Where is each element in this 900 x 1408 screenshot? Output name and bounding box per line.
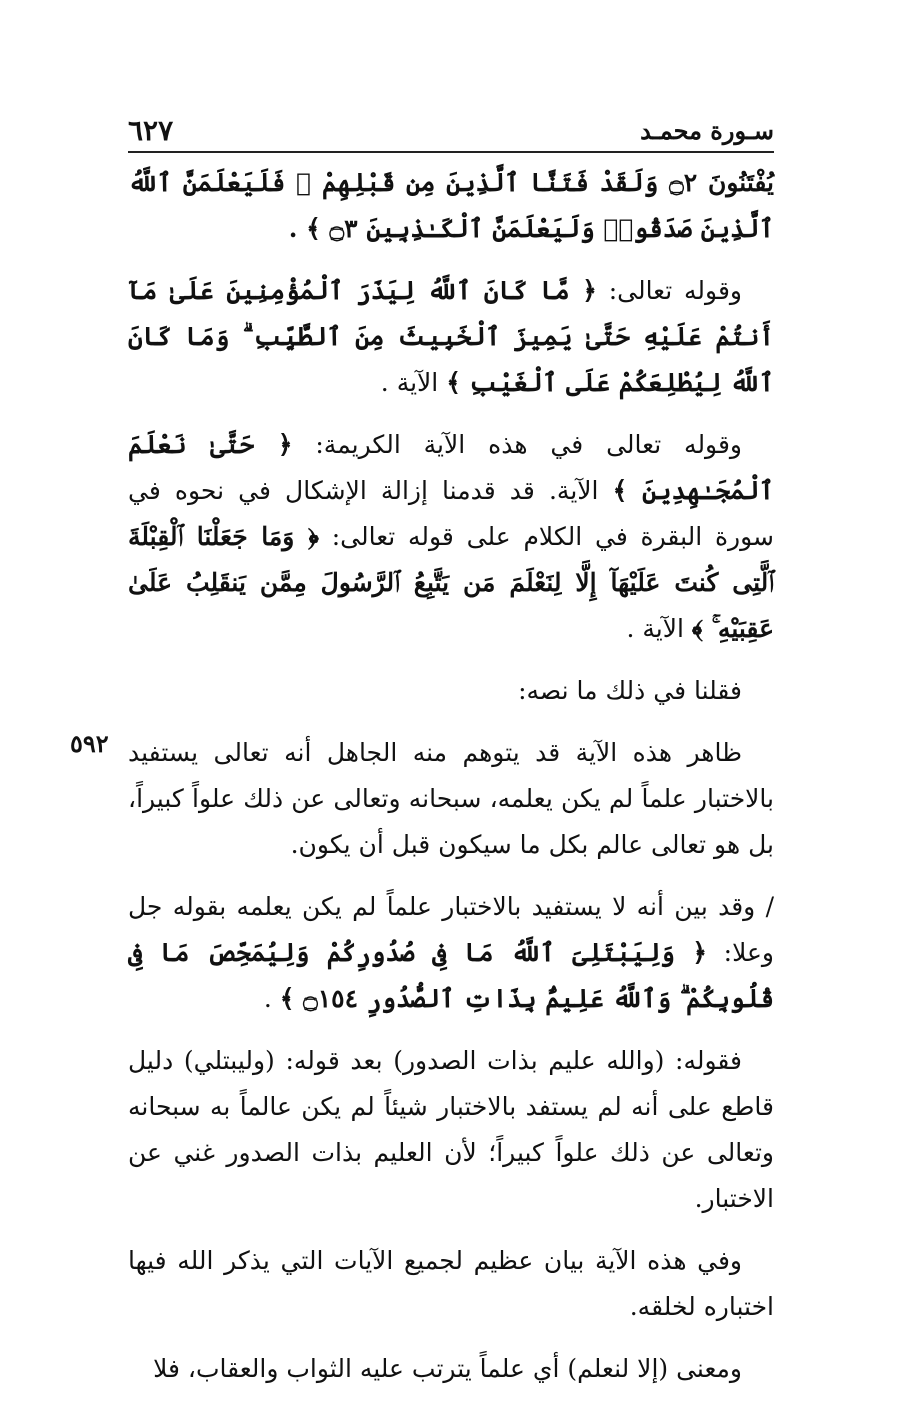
paragraph-1 xyxy=(128,160,774,252)
paragraph-6 xyxy=(128,884,774,1022)
paragraph-8 xyxy=(128,1238,774,1330)
paragraph-text: وقوله تعالى: xyxy=(596,276,742,305)
page-number: ٦٢٧ xyxy=(128,114,174,147)
paragraph-2 xyxy=(128,268,774,406)
quran-verse: ﴿ وَمَا جَعَلْنَا ٱلْقِبْلَةَ ٱلَّتِى كُنتَ عَلَيْهَآ إِلَّا لِنَعْلَمَ مَن يَتَّبِعُ ٱلرَّسُولَ مِمَّن يَنقَلِبُ عَلَىٰ عَقِبَيْهِ ۚ ﴾ xyxy=(128,522,774,643)
paragraph-text: فقلنا في ذلك ما نصه: xyxy=(518,676,742,705)
quran-verse: ﴿ وَلِيَبْتَلِىَ ٱللَّهُ مَا فِى صُدُورِكُمْ وَلِيُمَحِّصَ مَا فِى قُلُوبِكُمْ ۗ وَٱللَّهُ عَلِيمٌۢ بِذَاتِ ٱلصُّدُورِ ۝١٥٤ ﴾ xyxy=(128,938,774,1013)
paragraph-text: ظاهر هذه الآية قد يتوهم منه الجاهل أنه تعالى يستفيد بالاختبار علماً لم يكن يعلمه، سبحانه وتعالى عن ذلك علواً كبيراً، بل هو تعالى عالم بكل ما سيكون قبل أن يكون. xyxy=(128,738,774,859)
paragraph-7 xyxy=(128,1038,774,1222)
paragraph-text: وقوله تعالى في هذه الآية الكريمة: xyxy=(292,430,742,459)
paragraph-9 xyxy=(128,1346,774,1392)
paragraph-text: / وقد بين أنه لا يستفيد بالاختبار علماً لم يكن يعلمه بقوله جل وعلا: xyxy=(128,892,774,967)
paragraph-text: الآية. قد قدمنا إزالة الإشكال في نحوه في سورة البقرة في الكلام على قوله تعالى: xyxy=(128,476,774,551)
header-rule xyxy=(128,151,774,153)
paragraph-text: . xyxy=(263,984,280,1013)
paragraph-text: الآية . xyxy=(380,368,447,397)
margin-page-reference: ٥٩٢ xyxy=(70,729,109,758)
quran-verse: ﴿ مَّا كَانَ ٱللَّهُ لِيَذَرَ ٱلْمُؤْمِنِينَ عَلَىٰ مَآ أَنتُمْ عَلَيْهِ حَتَّىٰ يَمِيزَ ٱلْخَبِيثَ مِنَ ٱلطَّيِّبِ ۗ وَمَا كَانَ ٱللَّهُ لِيُطْلِعَكُمْ عَلَى ٱلْغَيْبِ ﴾ xyxy=(128,276,774,397)
paragraph-3 xyxy=(128,422,774,652)
paragraph-5 xyxy=(128,730,774,868)
paragraph-text: ومعنى (إلا لنعلم) أي علماً يترتب عليه الثواب والعقاب، فلا xyxy=(153,1354,742,1383)
paragraph-4 xyxy=(128,668,774,714)
quran-verse: ﴿ حَتَّىٰ نَعْلَمَ ٱلْمُجَـٰهِدِينَ ﴾ xyxy=(128,430,774,505)
paragraph-text: وفي هذه الآية بيان عظيم لجميع الآيات التي يذكر الله فيها اختباره لخلقه. xyxy=(128,1246,774,1321)
page-header xyxy=(128,112,774,152)
quran-verse: يُفْتَنُونَ ۝٢ وَلَقَدْ فَتَنَّا ٱلَّذِينَ مِن قَبْلِهِمْ ۖ فَلَيَعْلَمَنَّ ٱللَّهُ ٱلَّذِينَ صَدَقُوا۟ وَلَيَعْلَمَنَّ ٱلْكَـٰذِبِينَ ۝٣ ﴾ . xyxy=(128,168,775,243)
surah-title: سـورة محمـد xyxy=(640,116,774,145)
paragraph-text: فقوله: (والله عليم بذات الصدور) بعد قوله: (وليبتلي) دليل قاطع على أنه لم يستفد بالاختبار شيئاً لم يكن عالماً به سبحانه وتعالى عن ذلك علواً كبيراً؛ لأن العليم بذات الصدور غني عن الاختبار. xyxy=(128,1046,774,1213)
paragraph-text: الآية . xyxy=(626,614,692,643)
page-body xyxy=(128,160,774,1408)
